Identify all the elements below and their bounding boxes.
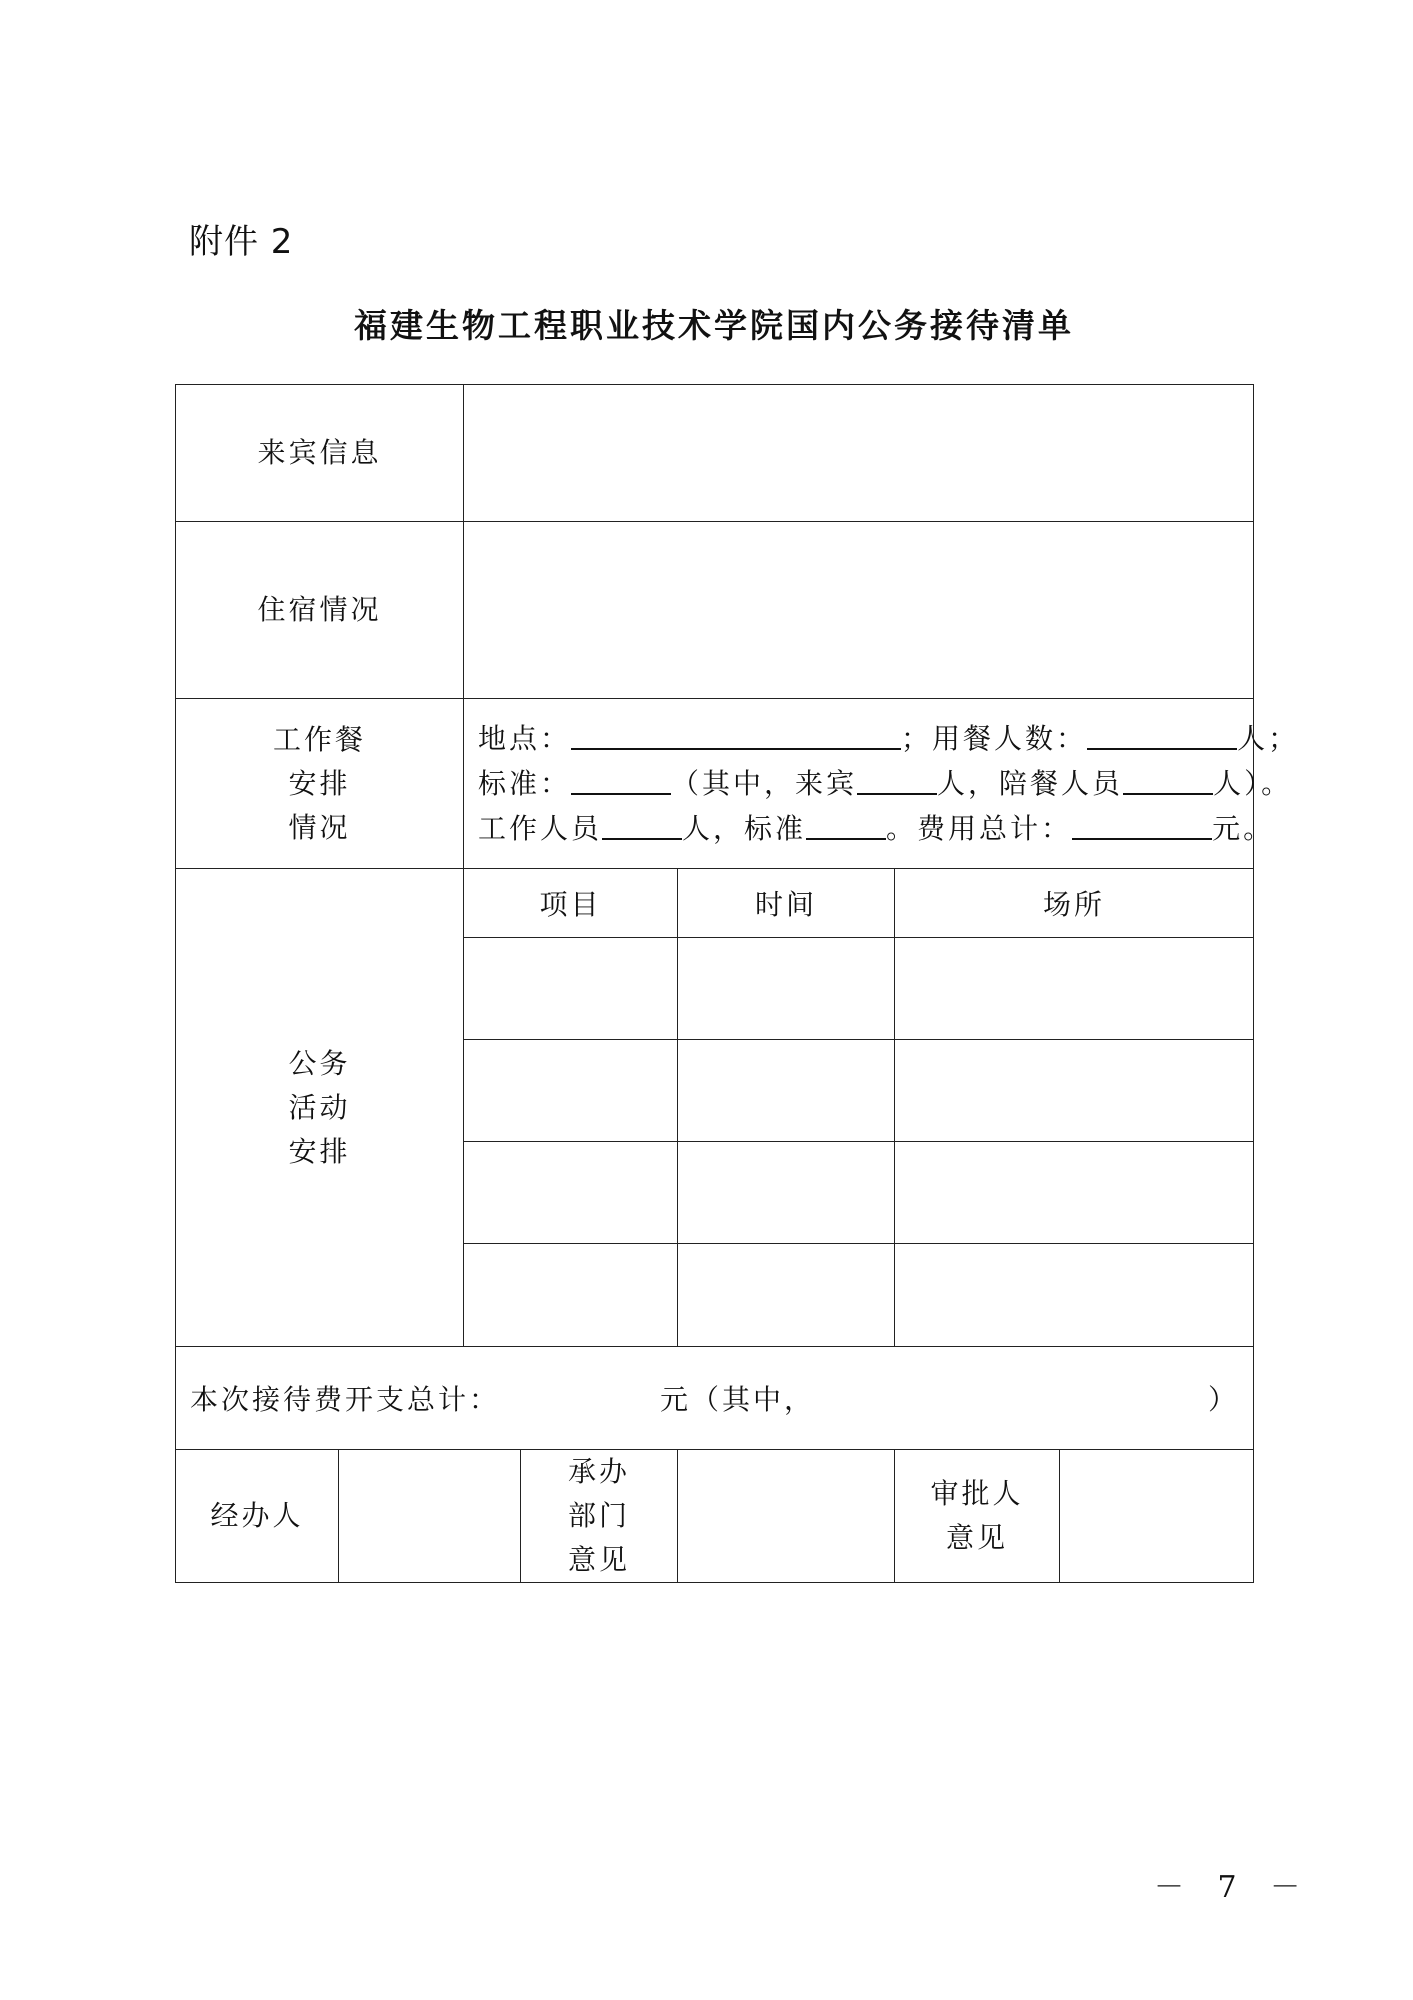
meal-label-line: 情况 (288, 810, 351, 844)
meal-total-label: 。费用总计： (886, 812, 1073, 845)
document-title: 福建生物工程职业技术学院国内公务接待清单 (354, 306, 1074, 345)
meal-escort-close: 人）。 (1213, 767, 1293, 800)
guest-info-label: 来宾信息 (176, 385, 464, 522)
meal-guests-open: （其中，来宾 (671, 767, 858, 800)
approver-opinion-label (895, 1450, 1060, 1583)
activity-time-cell[interactable] (678, 938, 895, 1040)
approver-opinion-field[interactable] (1060, 1450, 1254, 1583)
guest-info-field[interactable] (464, 385, 1254, 522)
activities-label-line: 安排 (288, 1134, 351, 1168)
activity-venue-cell[interactable] (895, 1244, 1254, 1347)
meal-staff-blank[interactable] (602, 808, 682, 840)
lodging-label: 住宿情况 (176, 522, 464, 699)
dept-opinion-line: 部门 (568, 1499, 631, 1532)
activity-item-cell[interactable] (464, 938, 678, 1040)
approver-opinion-line: 意见 (946, 1521, 1009, 1554)
column-header-venue: 场所 (895, 869, 1254, 938)
meal-guests-blank[interactable] (857, 763, 937, 795)
meal-escort-label: 人，陪餐人员 (937, 767, 1124, 800)
meal-total-unit: 元。 (1212, 812, 1275, 845)
meal-diners-label: 用餐人数： (932, 722, 1088, 755)
activity-item-cell[interactable] (464, 1244, 678, 1347)
dept-opinion-line: 意见 (568, 1543, 631, 1576)
meal-label-line: 工作餐 (273, 722, 367, 756)
meal-separator: ； (901, 722, 933, 755)
meal-label-line: 安排 (288, 766, 351, 800)
activity-item-cell[interactable] (464, 1142, 678, 1244)
meal-staff-label: 工作人员 (478, 812, 603, 845)
lodging-field[interactable] (464, 522, 1254, 699)
activity-time-cell[interactable] (678, 1142, 895, 1244)
activities-label-line: 公务 (288, 1046, 351, 1080)
approver-opinion-line: 审批人 (930, 1477, 1024, 1510)
total-expense-row (176, 1347, 1254, 1450)
total-expense-label: 本次接待费开支总计： (190, 1383, 501, 1416)
dept-opinion-label (521, 1450, 678, 1583)
meal-escort-blank[interactable] (1123, 763, 1213, 795)
activities-label (176, 869, 464, 1347)
meal-details (464, 699, 1300, 869)
activity-venue-cell[interactable] (895, 1040, 1254, 1142)
reception-form-table (175, 384, 1300, 1583)
activity-time-cell[interactable] (678, 1040, 895, 1142)
meal-standard-label: 标准： (478, 767, 572, 800)
column-header-item: 项目 (464, 869, 678, 938)
meal-line-2 (478, 761, 1293, 806)
total-unit-label: 元（其中， (660, 1383, 816, 1416)
activity-venue-cell[interactable] (895, 938, 1254, 1040)
meal-place-label: 地点： (478, 722, 572, 755)
activity-item-cell[interactable] (464, 1040, 678, 1142)
total-close-paren: ） (1208, 1383, 1240, 1416)
meal-label (176, 699, 464, 869)
activity-venue-cell[interactable] (895, 1142, 1254, 1244)
meal-total-blank[interactable] (1072, 808, 1212, 840)
meal-diners-unit: 人； (1237, 722, 1300, 755)
page-number: － 7 － (1154, 1870, 1313, 1905)
meal-staff-standard-blank[interactable] (806, 808, 886, 840)
attachment-label: 附件 2 (189, 222, 294, 262)
column-header-time: 时间 (678, 869, 895, 938)
meal-line-3 (478, 806, 1275, 851)
handler-label: 经办人 (176, 1450, 339, 1583)
activities-label-line: 活动 (288, 1090, 351, 1124)
meal-diners-blank[interactable] (1087, 718, 1237, 750)
meal-place-blank[interactable] (571, 718, 901, 750)
handler-field[interactable] (339, 1450, 521, 1583)
meal-standard-blank[interactable] (571, 763, 671, 795)
meal-line-1 (478, 716, 1300, 761)
activity-time-cell[interactable] (678, 1244, 895, 1347)
dept-opinion-line: 承办 (568, 1455, 631, 1488)
meal-staff-standard-label: 人，标准 (682, 812, 807, 845)
dept-opinion-field[interactable] (678, 1450, 895, 1583)
